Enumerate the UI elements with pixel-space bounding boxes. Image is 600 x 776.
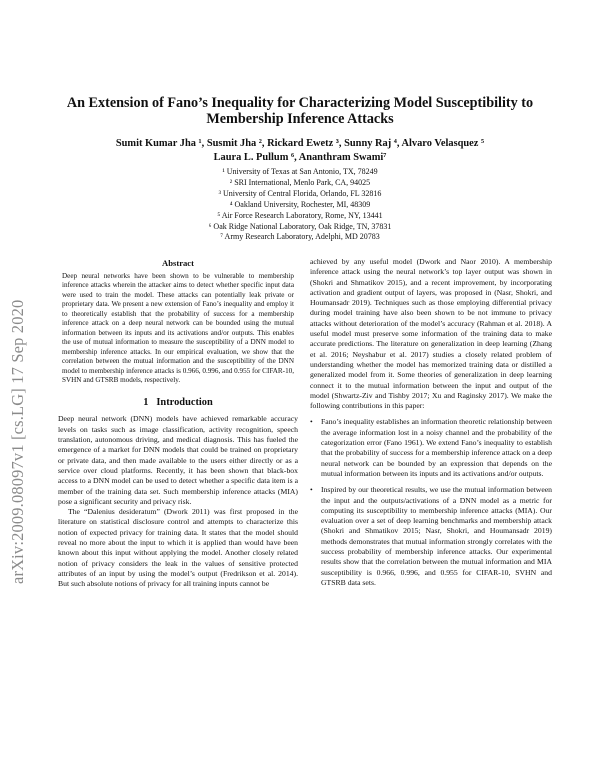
affiliation-7: ⁷ Army Research Laboratory, Adelphi, MD 20783 bbox=[220, 232, 380, 242]
left-column bbox=[58, 257, 298, 589]
intro-paragraph-1: Deep neural network (DNN) models have achieved remarkable accuracy levels on tasks such as image classification, activity recognition, speech translation, autonomous driving, and medical diagnosis. This has fueled the emergence of a market for DNN models that could be trained on proprietary or private data, and then made available to the users either directly or as a service over cloud platforms. Recently, it has been shown that black-box access to a DNN model can be used to detect whether a specific data item is a member of the training data set. Such membership inference attacks (MIA) pose a significant security and privacy risk. bbox=[58, 414, 298, 506]
author-line-2: Laura L. Pullum ⁶, Ananthram Swami⁷ bbox=[213, 152, 387, 163]
paper-title: An Extension of Fano’s Inequality for Characterizing Model Susceptibility to Membership Inference Attacks bbox=[66, 95, 534, 127]
contribution-list bbox=[310, 417, 552, 588]
bullet-icon: • bbox=[310, 485, 313, 495]
affiliation-4: ⁴ Oakland University, Rochester, MI, 48309 bbox=[229, 199, 371, 209]
right-column bbox=[310, 257, 552, 594]
contribution-item bbox=[310, 417, 552, 479]
contribution-text: Inspired by our theoretical results, we use the mutual information between the input and the outputs/activations of a DNN model as a metric for computing its susceptibility to membership inference attacks (MIA). Our evaluation over a set of deep learning benchmarks and membership attack (Shokri and Shmatikov 2015; Nasr, Shokri, and Houmansadr 2019) methods demonstrates that mutual information strongly correlates with the success probability of membership inference attacks. Our experimental results show that the correlation between the mutual information and MIA susceptibility is 0.966, 0.996, and 0.955 for CIFAR-10, SVHN and GTSRB data sets. bbox=[321, 485, 552, 587]
author-list bbox=[60, 137, 540, 165]
affiliation-5: ⁵ Air Force Research Laboratory, Rome, NY, 13441 bbox=[217, 210, 383, 220]
intro-paragraph-3: achieved by any useful model (Dwork and Naor 2010). A membership inference attack using the neural network’s top layer output was shown in (Shokri and Shmatikov 2015), and a recent improvement, by incorporating activation and gradient output of layers, was proposed in (Nasr, Shokri, and Houmansadr 2019). Techniques such as those employing differential privacy during model training have also been shown to be not immune to privacy attacks without deterioration of the model’s accuracy (Rahman et al. 2018). A useful model must preserve some information of the training data to make accurate predictions. The literature on generalization in deep learning (Zhang et al. 2016; Neyshabur et al. 2017) studies a closely related problem of understanding whether the model has memorized training data or distilled a generalized model from it. Some theories of generalization in deep learning connect it to the mutual information between the input and output of the model (Shwartz-Ziv and Tishby 2017; Xu and Raginsky 2017). We make the following contributions in this paper: bbox=[310, 257, 552, 411]
author-line-1: Sumit Kumar Jha ¹, Susmit Jha ², Rickard Ewetz ³, Sunny Raj ⁴, Alvaro Velasquez ⁵ bbox=[115, 138, 485, 149]
intro-paragraph-2: The “Dalenius desideratum” (Dwork 2011) was first proposed in the literature on statistical disclosure control and attempts to characterize this notion of expected privacy for training data. It states that the model should reveal no more about the input to which it is applied than would have been known about this input without applying the model. Another closely related notion of privacy considers the leak in the values of sensitive protected attributes of an input by using the model’s output (Fredrikson et al. 2014). But such absolute notions of privacy for all training inputs cannot be bbox=[58, 507, 298, 589]
section-heading-introduction bbox=[58, 396, 298, 409]
affiliation-6: ⁶ Oak Ridge National Laboratory, Oak Ridge, TN, 37831 bbox=[208, 221, 392, 231]
bullet-icon: • bbox=[310, 417, 313, 427]
contribution-item bbox=[310, 485, 552, 588]
abstract-heading: Abstract bbox=[162, 258, 194, 268]
affiliation-3: ³ University of Central Florida, Orlando, FL 32816 bbox=[218, 188, 382, 198]
section-number: 1 bbox=[143, 397, 149, 409]
affiliation-1: ¹ University of Texas at San Antonio, TX, 78249 bbox=[222, 167, 378, 176]
section-title-text: Introduction bbox=[156, 397, 213, 409]
contribution-text: Fano’s inequality establishes an information theoretic relationship between the average information lost in a noisy channel and the probability of the categorization error (Fano 1961). We extend Fano’s inequality to establish that the probability of success for a membership inference attack on a deep neural network can be bounded by an expression that depends on the mutual information between its inputs and its activations and/or outputs. bbox=[321, 417, 552, 478]
affiliations bbox=[100, 167, 500, 243]
arxiv-identifier: arXiv:2009.08097v1 [cs.LG] 17 Sep 2020 bbox=[8, 299, 27, 584]
abstract-text: Deep neural networks have been shown to be vulnerable to membership inference attacks wherein the attacker aims to detect whether specific input data were used to train the model. These attacks can potentially leak private or proprietary data. We present a new extension of Fano’s inequality and employ it to theoretically establish that the probability of success for a membership inference attack on a deep neural network can be bounded using the mutual information between its inputs and its activations and/or outputs. This enables the use of mutual information to measure the susceptibility of a DNN model to membership inference attacks. In our empirical evaluation, we show that the correlation between the mutual information and the susceptibility of the DNN model to membership inference attacks is 0.966, 0.996, and 0.955 for CIFAR-10, SVHN and GTSRB models, respectively. bbox=[62, 272, 294, 384]
affiliation-2: ² SRI International, Menlo Park, CA, 94025 bbox=[229, 177, 371, 187]
